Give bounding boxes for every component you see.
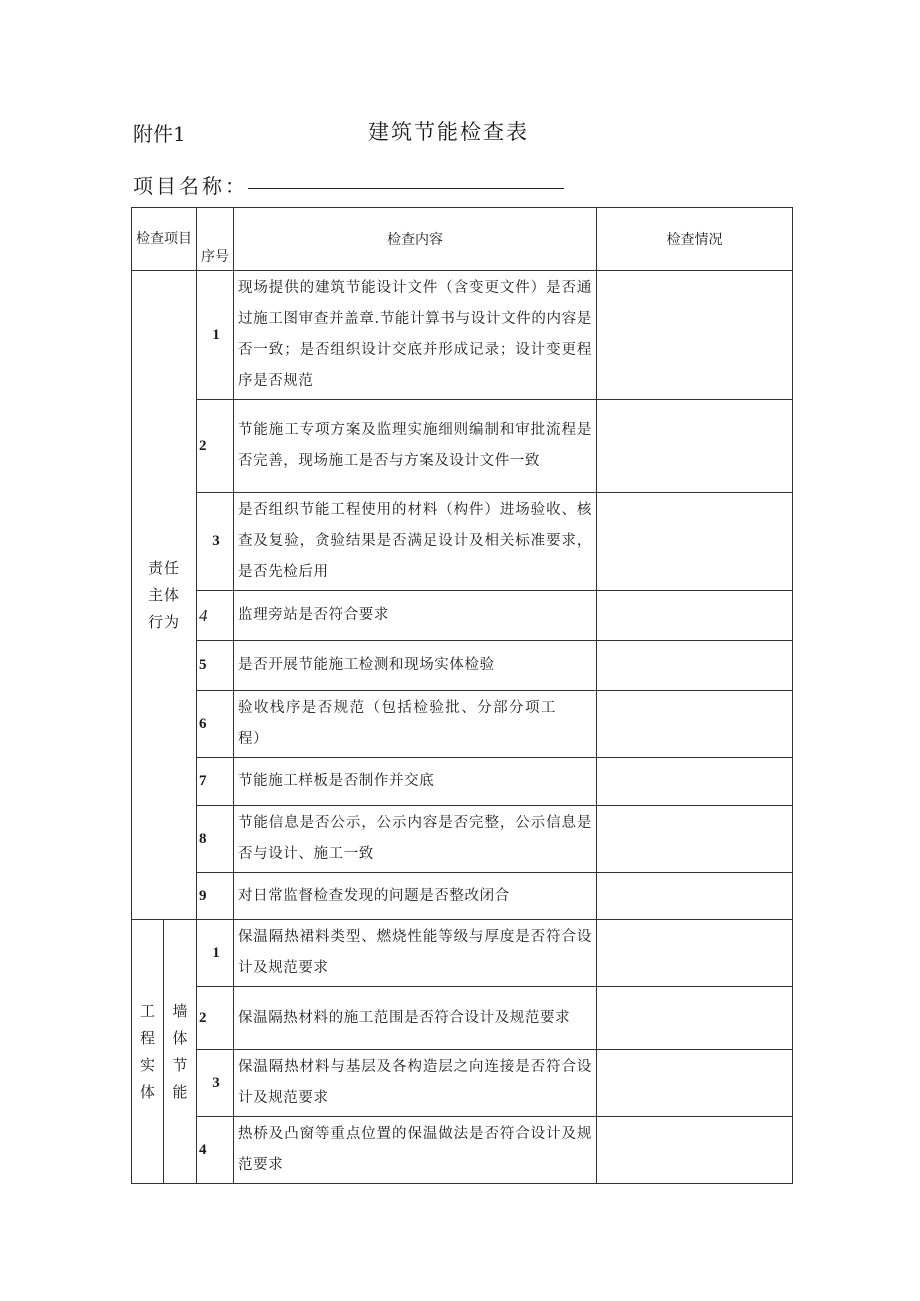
row-content: 是否组织节能工程使用的材料（构件）进场验收、核查及复验，贪验结果是否满足设计及相关标准要求，是否先检后用: [234, 493, 597, 591]
row-seq: 3: [197, 493, 234, 591]
row-content: 是否开展节能施工检测和现场实体检验: [234, 641, 597, 691]
row-content: 对日常监督检查发现的问题是否整改闭合: [234, 873, 597, 920]
attachment-label: 附件1: [133, 122, 186, 146]
header-item: 检查项目: [132, 208, 197, 271]
row-status-cell[interactable]: [597, 641, 793, 691]
table-row: [132, 400, 793, 493]
header-content: 检查内容: [234, 208, 597, 271]
row-status-cell[interactable]: [597, 920, 793, 987]
table-row: [132, 1117, 793, 1184]
row-status-cell[interactable]: [597, 493, 793, 591]
row-seq: 2: [197, 987, 234, 1050]
row-seq: 4: [197, 1117, 234, 1184]
row-content: 验收栈序是否规范（包括检验批、分部分项工程）: [234, 691, 597, 758]
row-seq: 8: [197, 806, 234, 873]
row-status-cell[interactable]: [597, 873, 793, 920]
table-row: [132, 1050, 793, 1117]
table-row: [132, 758, 793, 806]
row-seq: 9: [197, 873, 234, 920]
header-status: 检查情况: [597, 208, 793, 271]
group-responsibility: 责任主体行为: [132, 271, 197, 920]
project-name-field[interactable]: [248, 188, 564, 189]
row-content: 保温隔热材料的施工范围是否符合设计及规范要求: [234, 987, 597, 1050]
project-name-label: 项目名称：: [133, 174, 248, 198]
row-status-cell[interactable]: [597, 271, 793, 400]
row-seq: 1: [197, 920, 234, 987]
row-status-cell[interactable]: [597, 691, 793, 758]
row-content: 监理旁站是否符合要求: [234, 591, 597, 641]
group-engineering: 工程实体: [132, 920, 164, 1184]
row-seq: 5: [197, 641, 234, 691]
table-row: [132, 493, 793, 591]
row-content: 热桥及凸窗等重点位置的保温做法是否符合设计及规范要求: [234, 1117, 597, 1184]
table-row: [132, 920, 793, 987]
row-status-cell[interactable]: [597, 400, 793, 493]
page-title: 建筑节能检查表: [368, 120, 529, 144]
row-seq: 1: [197, 271, 234, 400]
row-content: 现场提供的建筑节能设计文件（含变更文件）是否通过施工图审查并盖章.节能计算书与设计文件的内容是否一致；是否组织设计交底并形成记录；设计变更程序是否规范: [234, 271, 597, 400]
row-seq: 2: [197, 400, 234, 493]
row-status-cell[interactable]: [597, 758, 793, 806]
table-row: [132, 987, 793, 1050]
table-row: [132, 806, 793, 873]
row-content: 节能信息是否公示，公示内容是否完整，公示信息是否与设计、施工一致: [234, 806, 597, 873]
row-seq: 7: [197, 758, 234, 806]
row-status-cell[interactable]: [597, 591, 793, 641]
header-row: [132, 208, 793, 271]
row-content: 节能施工样板是否制作并交底: [234, 758, 597, 806]
inspection-table: [131, 207, 793, 1184]
table-row: [132, 641, 793, 691]
table-row: [132, 691, 793, 758]
row-status-cell[interactable]: [597, 1050, 793, 1117]
header-seq: 序号: [197, 208, 234, 271]
row-seq: 3: [197, 1050, 234, 1117]
row-content: 节能施工专项方案及监理实施细则编制和审批流程是否完善，现场施工是否与方案及设计文件一致: [234, 400, 597, 493]
row-seq: 6: [197, 691, 234, 758]
table-row: [132, 271, 793, 400]
row-status-cell[interactable]: [597, 987, 793, 1050]
row-status-cell[interactable]: [597, 1117, 793, 1184]
row-content: 保温隔热材料与基层及各构造层之向连接是否符合设计及规范要求: [234, 1050, 597, 1117]
table-row: [132, 591, 793, 641]
subgroup-wall-energy: 墙体节能: [164, 920, 197, 1184]
table-row: [132, 873, 793, 920]
row-content: 保温隔热裙料类型、燃烧性能等级与厚度是否符合设计及规范要求: [234, 920, 597, 987]
row-seq: 4: [197, 591, 234, 641]
row-status-cell[interactable]: [597, 806, 793, 873]
